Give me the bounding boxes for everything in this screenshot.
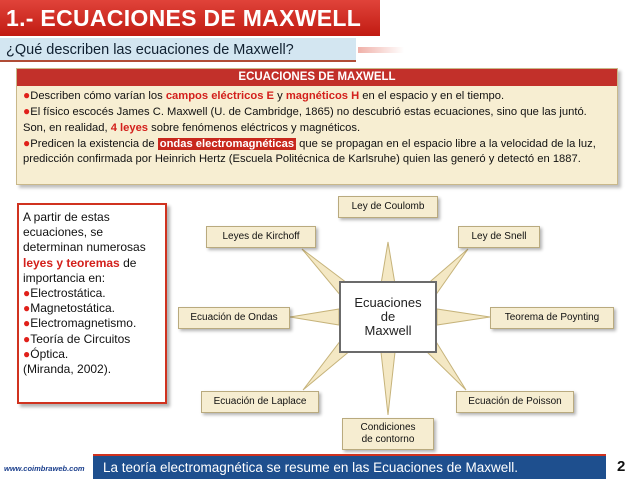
- highlight-em-waves: ondas electromagnéticas: [159, 137, 295, 150]
- highlight-electric-fields: campos eléctricos E: [165, 90, 275, 102]
- bullet-icon: ●: [23, 301, 31, 316]
- bullet-icon: ●: [23, 331, 31, 346]
- text: Describen cómo varían los: [30, 90, 166, 102]
- highlight-magnetic-fields: magnéticos H: [285, 90, 360, 102]
- panel-item-label: Electrostática.: [30, 286, 106, 301]
- panel-item-label: Teoría de Circuitos: [30, 331, 131, 346]
- node-ecuacion-de-ondas: Ecuación de Ondas: [178, 307, 290, 329]
- panel-highlight: leyes y teoremas: [23, 255, 120, 270]
- text: Predicen la existencia de: [30, 137, 158, 150]
- bullet-icon: ●: [23, 88, 31, 102]
- panel-item-label: Magnetostática.: [30, 301, 115, 316]
- node-ecuacion-de-poisson: Ecuación de Poisson: [456, 391, 574, 413]
- text: que se propagan en el espacio libre a la velocidad de la luz, predicción confirmada por Heinrich Hertz (Escuela Politécnica de Karlsruhe) quien las generó y detectó en 1887.: [23, 137, 596, 166]
- node-ecuacion-de-laplace: Ecuación de Laplace: [201, 391, 319, 413]
- arrow-to-coulomb: [381, 242, 395, 284]
- node-ley-de-snell: Ley de Snell: [458, 226, 540, 248]
- footer-url: www.coimbraweb.com: [4, 464, 85, 473]
- text: en el espacio y en el tiempo.: [359, 90, 505, 102]
- bullet-icon: ●: [23, 135, 31, 150]
- bullet-icon: ●: [23, 316, 31, 331]
- node-ley-de-coulomb: Ley de Coulomb: [338, 196, 438, 218]
- page-title: 1.- ECUACIONES DE MAXWELL: [6, 5, 362, 31]
- bullet-icon: ●: [23, 104, 31, 119]
- panel-intro-end: de importancia en:: [23, 255, 137, 285]
- panel-item-label: Electromagnetismo.: [30, 316, 137, 331]
- arrow-to-ondas: [290, 309, 339, 325]
- panel-citation: (Miranda, 2002).: [23, 362, 112, 377]
- box-header: ECUACIONES DE MAXWELL: [17, 69, 617, 86]
- panel-item-label: Óptica.: [30, 346, 69, 361]
- text: sobre fenómenos eléctricos y magnéticos.: [148, 121, 361, 134]
- arrow-to-contorno: [381, 352, 395, 415]
- page-number: 2: [617, 458, 626, 475]
- page-subtitle: ¿Qué describen las ecuaciones de Maxwell?: [6, 42, 294, 58]
- highlight-four-laws: 4 leyes: [110, 121, 149, 134]
- node-leyes-de-kirchoff: Leyes de Kirchoff: [206, 226, 316, 248]
- node-teorema-de-poynting: Teorema de Poynting: [490, 307, 614, 329]
- footer-text: La teoría electromagnética se resume en las Ecuaciones de Maxwell.: [103, 460, 518, 475]
- footer-bar: [93, 454, 606, 479]
- arrow-to-poynting: [437, 309, 490, 325]
- panel-intro: A partir de estas ecuaciones, se determinan numerosas: [23, 210, 146, 255]
- node-condiciones-de-contorno: Condiciones de contorno: [342, 418, 434, 450]
- text: y: [274, 90, 286, 102]
- text: El físico escocés James C. Maxwell (U. de Cambridge, 1865) no descubrió estas ecuaciones, sino que las juntó. Son, en realidad,: [23, 106, 587, 134]
- center-node-maxwell: Ecuaciones de Maxwell: [339, 281, 437, 353]
- bullet-icon: ●: [23, 286, 31, 301]
- bullet-icon: ●: [23, 346, 31, 361]
